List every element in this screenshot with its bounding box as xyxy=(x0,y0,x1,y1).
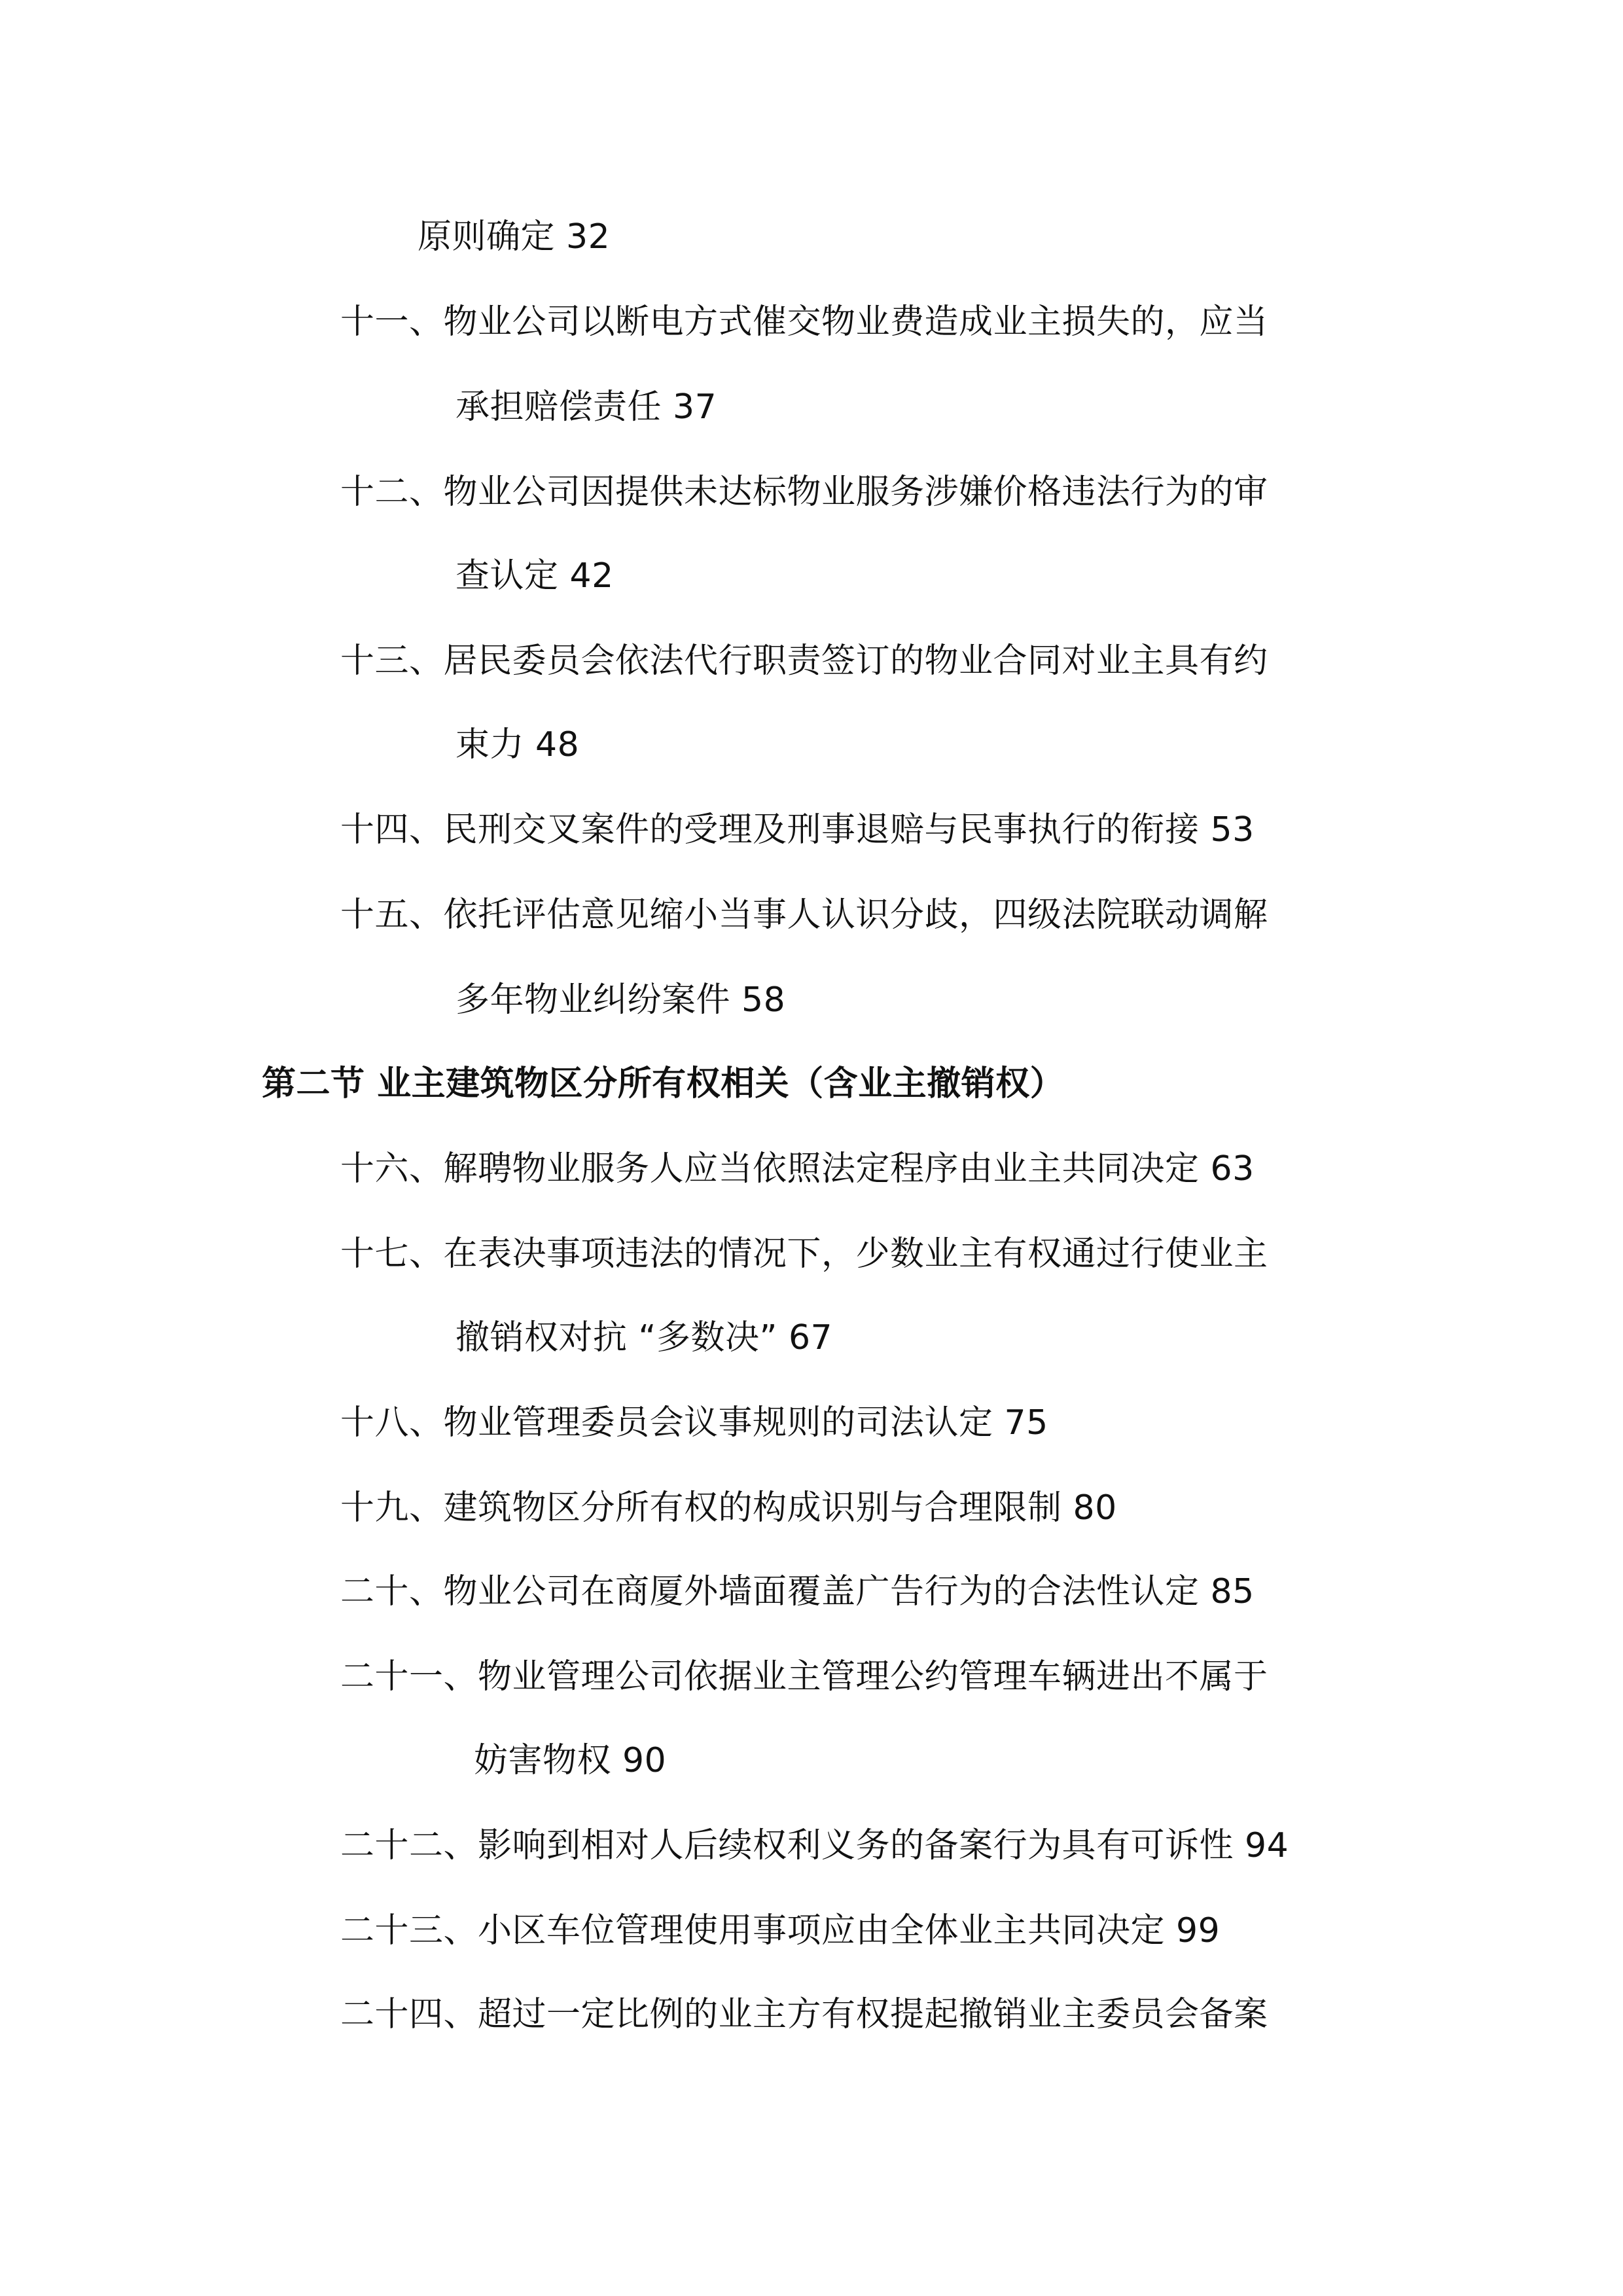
toc-entry-12-title: 十二、物业公司因提供未达标物业服务涉嫌价格违法行为的审 xyxy=(340,473,1268,512)
toc-entry-24-title: 二十四、超过一定比例的业主方有权提起撤销业主委员会备案 xyxy=(340,1995,1268,2034)
toc-entry-13-continuation: 束力 48 xyxy=(455,725,580,764)
toc-entry-18-title: 十八、物业管理委员会议事规则的司法认定 75 xyxy=(340,1403,1048,1443)
toc-entry-15-title: 十五、依托评估意见缩小当事人认识分歧，四级法院联动调解 xyxy=(340,895,1268,935)
toc-entry-11-continuation: 承担赔偿责任 37 xyxy=(455,387,717,427)
toc-entry-12-continuation: 查认定 42 xyxy=(455,556,614,596)
toc-entry-17-continuation: 撤销权对抗 “多数决” 67 xyxy=(455,1318,833,1357)
toc-entry-17-title: 十七、在表决事项违法的情况下，少数业主有权通过行使业主 xyxy=(340,1234,1268,1274)
toc-entry-14-title: 十四、民刑交叉案件的受理及刑事退赔与民事执行的衔接 53 xyxy=(340,810,1255,850)
toc-entry-19-title: 十九、建筑物区分所有权的构成识别与合理限制 80 xyxy=(340,1488,1117,1528)
toc-line-10-continuation: 原则确定 32 xyxy=(418,217,611,257)
toc-entry-11-title: 十一、物业公司以断电方式催交物业费造成业主损失的，应当 xyxy=(340,302,1268,342)
toc-entry-23-title: 二十三、小区车位管理使用事项应由全体业主共同决定 99 xyxy=(340,1911,1221,1950)
toc-section-2-heading: 第二节 业主建筑物区分所有权相关（含业主撤销权） xyxy=(262,1064,1065,1103)
toc-entry-20-title: 二十、物业公司在商厦外墙面覆盖广告行为的合法性认定 85 xyxy=(340,1572,1255,1611)
toc-entry-21-title: 二十一、物业管理公司依据业主管理公约管理车辆进出不属于 xyxy=(340,1657,1268,1696)
toc-entry-15-continuation: 多年物业纠纷案件 58 xyxy=(455,980,786,1020)
toc-entry-16-title: 十六、解聘物业服务人应当依照法定程序由业主共同决定 63 xyxy=(340,1149,1255,1189)
toc-entry-22-title: 二十二、影响到相对人后续权利义务的备案行为具有可诉性 94 xyxy=(340,1826,1289,1865)
toc-entry-13-title: 十三、居民委员会依法代行职责签订的物业合同对业主具有约 xyxy=(340,641,1268,681)
toc-entry-21-continuation: 妨害物权 90 xyxy=(474,1741,667,1780)
